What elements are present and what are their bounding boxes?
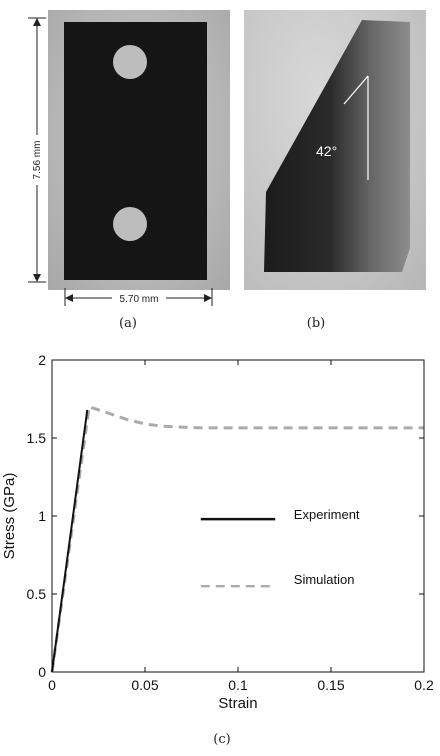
chart-legend xyxy=(201,507,360,587)
stress-strain-chart xyxy=(0,340,440,730)
y-axis-title: Stress (GPa) xyxy=(1,472,18,560)
caption-a: (a) xyxy=(119,316,137,331)
x-tick-label: 0.2 xyxy=(414,677,434,693)
x-tick-label: 0.1 xyxy=(228,677,248,693)
series-line-experiment xyxy=(52,410,87,672)
width-dimension-label: 5.70 mm xyxy=(119,294,159,305)
width-dimension xyxy=(65,288,212,306)
series-layer xyxy=(52,407,424,672)
specimen-b-drawing xyxy=(244,10,426,290)
y-tick-label: 1 xyxy=(38,508,46,524)
ticks-layer xyxy=(27,352,434,693)
angle-label: 42° xyxy=(316,143,338,159)
chart-svg xyxy=(0,340,440,730)
height-dimension-label: 7.56 mm xyxy=(32,140,43,180)
specimen-photo-b xyxy=(244,10,426,290)
plot-frame xyxy=(52,360,424,672)
x-tick-label: 0 xyxy=(48,677,56,693)
legend-label-simulation: Simulation xyxy=(293,572,355,588)
y-tick-label: 0.5 xyxy=(26,586,46,602)
x-axis-title: Strain xyxy=(218,695,258,712)
height-dimension xyxy=(28,18,46,282)
legend-label-experiment: Experiment xyxy=(293,507,360,523)
y-tick-label: 0 xyxy=(38,664,46,680)
caption-c: (c) xyxy=(213,732,231,747)
x-tick-label: 0.15 xyxy=(317,677,345,693)
series-line-simulation xyxy=(52,407,424,672)
caption-b: (b) xyxy=(306,316,326,331)
y-tick-label: 1.5 xyxy=(26,430,46,446)
y-tick-label: 2 xyxy=(38,352,46,368)
x-tick-label: 0.05 xyxy=(131,677,159,693)
